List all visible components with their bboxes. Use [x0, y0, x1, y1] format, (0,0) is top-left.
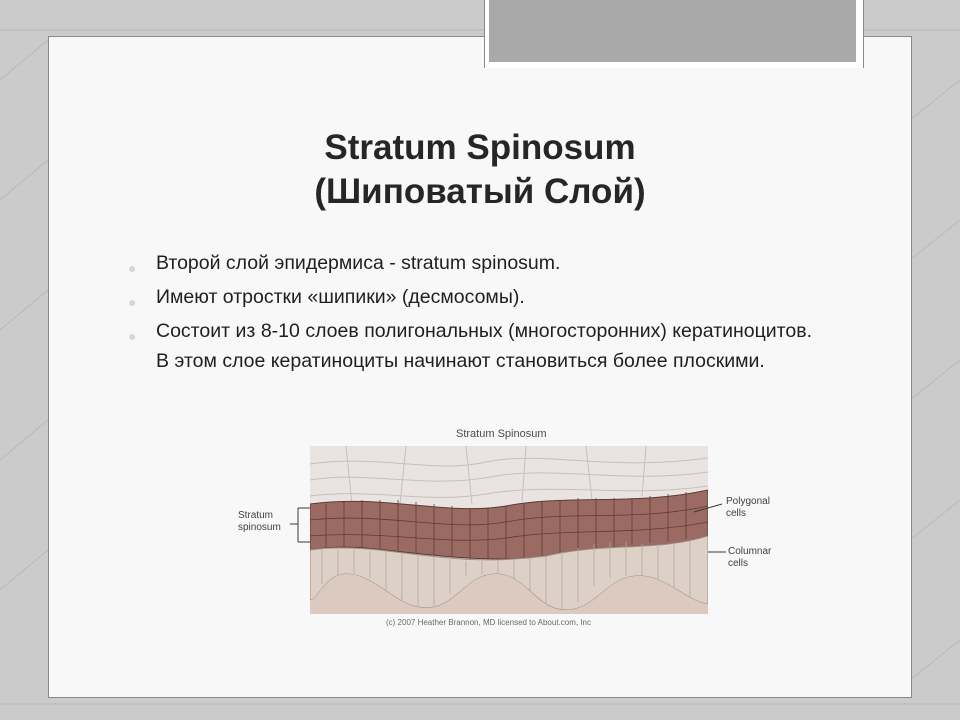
- bullet-item: [126, 282, 812, 312]
- bullet-item: [126, 316, 812, 376]
- label-columnar-cells: [728, 546, 771, 570]
- label-polygonal-cells: [726, 496, 770, 520]
- label-line: Stratum: [238, 510, 274, 521]
- bullet-list: [126, 248, 812, 376]
- image-credit: (c) 2007 Heather Brannon, MD licensed to About.com, Inc: [386, 618, 591, 627]
- label-line: Polygonal: [726, 496, 770, 507]
- header-tab-bar: [489, 0, 856, 62]
- bullet-item: [126, 248, 812, 278]
- label-line: cells: [726, 508, 747, 519]
- title-line-2: (Шиповатый Слой): [314, 172, 646, 211]
- bullet-text: Состоит из 8-10 слоев полигональных (многосторонних) кератиноцитов. В этом слое кератиноциты начинают становиться более плоскими.: [156, 320, 812, 372]
- title-line-1: Stratum Spinosum: [324, 128, 636, 167]
- skin-layers-illustration: [226, 424, 826, 634]
- bullet-text: Имеют отростки «шипики» (десмосомы).: [156, 286, 525, 308]
- bullet-dot-icon: ●: [128, 294, 137, 310]
- diagram-title: Stratum Spinosum: [456, 428, 547, 440]
- label-line: Columnar: [728, 546, 772, 557]
- slide-title: [0, 126, 960, 214]
- label-stratum-spinosum: [238, 510, 281, 534]
- label-line: spinosum: [238, 522, 281, 533]
- bullet-dot-icon: ●: [128, 260, 137, 276]
- label-line: cells: [728, 558, 749, 569]
- bullet-dot-icon: ●: [128, 328, 137, 344]
- bullet-text: Второй слой эпидермиса - stratum spinosum.: [156, 252, 561, 274]
- stratum-diagram: [226, 424, 826, 634]
